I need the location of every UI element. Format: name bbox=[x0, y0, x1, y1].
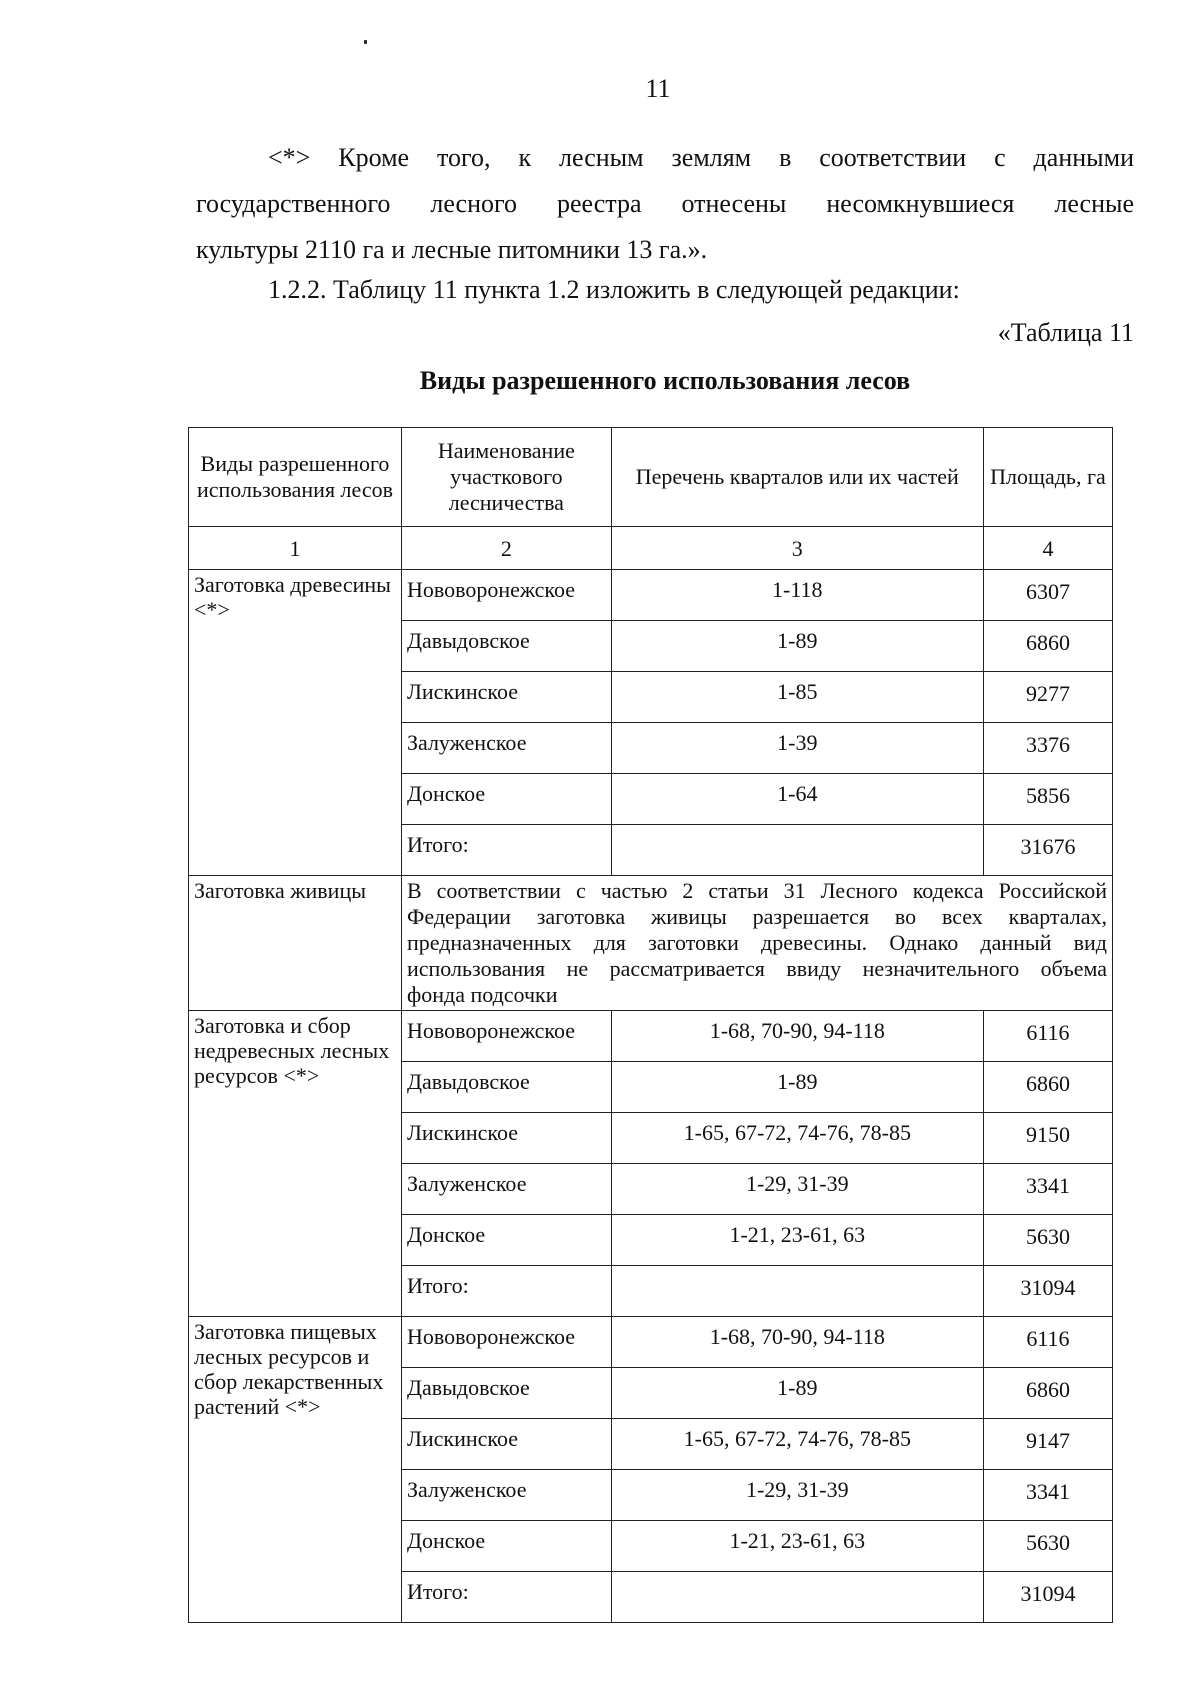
header-quarters-list: Перечень кварталов или их частей bbox=[611, 428, 983, 527]
quarters-cell: 1-85 bbox=[611, 672, 983, 723]
use-type-cell: Заготовка живицы bbox=[189, 876, 402, 1011]
quarters-cell: 1-89 bbox=[611, 621, 983, 672]
note-line: Федерации заготовка живицы разрешается во всех кварталах, bbox=[406, 904, 1107, 929]
quarters-cell: 1-64 bbox=[611, 774, 983, 825]
table-row bbox=[189, 570, 1113, 621]
quarters-cell: 1-21, 23-61, 63 bbox=[611, 1521, 983, 1572]
footnote-paragraph bbox=[196, 135, 1134, 273]
quarters-cell: 1-39 bbox=[611, 723, 983, 774]
total-label-cell: Итого: bbox=[401, 1572, 611, 1623]
area-cell: 6307 bbox=[983, 570, 1112, 621]
note-line: предназначенных для заготовки древесины. Однако данный вид bbox=[406, 930, 1107, 955]
use-type-cell: Заготовка древесины <*> bbox=[189, 570, 402, 876]
paragraph-line: <*> Кроме того, к лесным землям в соответствии с данными bbox=[268, 143, 1134, 172]
header-forestry-name: Наименование участкового лесничества bbox=[401, 428, 611, 527]
forestry-cell: Нововоронежское bbox=[401, 1011, 611, 1062]
header-use-type: Виды разрешенного использования лесов bbox=[189, 428, 402, 527]
area-cell: 3341 bbox=[983, 1470, 1112, 1521]
resin-note-cell bbox=[401, 876, 1112, 1011]
total-area-cell: 31676 bbox=[983, 825, 1112, 876]
page-number: 11 bbox=[645, 74, 671, 103]
quarters-cell bbox=[611, 1572, 983, 1623]
table-header-row bbox=[189, 428, 1113, 527]
forestry-cell: Донское bbox=[401, 1521, 611, 1572]
area-cell: 5630 bbox=[983, 1215, 1112, 1266]
quarters-cell: 1-65, 67-72, 74-76, 78-85 bbox=[611, 1113, 983, 1164]
note-line: фонда подсочки bbox=[406, 982, 558, 1007]
area-cell: 6860 bbox=[983, 1062, 1112, 1113]
forestry-cell: Донское bbox=[401, 1215, 611, 1266]
forestry-cell: Лискинское bbox=[401, 672, 611, 723]
table-caption: «Таблица 11 bbox=[997, 318, 1134, 347]
table-row bbox=[189, 1317, 1113, 1368]
quarters-cell: 1-21, 23-61, 63 bbox=[611, 1215, 983, 1266]
forest-use-table bbox=[188, 427, 1113, 1623]
forestry-cell: Нововоронежское bbox=[401, 1317, 611, 1368]
area-cell: 3341 bbox=[983, 1164, 1112, 1215]
column-number: 4 bbox=[983, 527, 1112, 570]
forestry-cell: Донское bbox=[401, 774, 611, 825]
quarters-cell: 1-68, 70-90, 94-118 bbox=[611, 1011, 983, 1062]
quarters-cell: 1-89 bbox=[611, 1062, 983, 1113]
area-cell: 9150 bbox=[983, 1113, 1112, 1164]
forestry-cell: Лискинское bbox=[401, 1419, 611, 1470]
amendment-paragraph: 1.2.2. Таблицу 11 пункта 1.2 изложить в следующей редакции: bbox=[268, 275, 960, 304]
table-row bbox=[189, 876, 1113, 1011]
total-label-cell: Итого: bbox=[401, 1266, 611, 1317]
area-cell: 9147 bbox=[983, 1419, 1112, 1470]
column-number: 3 bbox=[611, 527, 983, 570]
area-cell: 6116 bbox=[983, 1317, 1112, 1368]
quarters-cell: 1-29, 31-39 bbox=[611, 1164, 983, 1215]
area-cell: 6860 bbox=[983, 621, 1112, 672]
area-cell: 3376 bbox=[983, 723, 1112, 774]
total-area-cell: 31094 bbox=[983, 1266, 1112, 1317]
total-label-cell: Итого: bbox=[401, 825, 611, 876]
note-line: В соответствии с частью 2 статьи 31 Лесного кодекса Российской bbox=[406, 878, 1107, 903]
area-cell: 5856 bbox=[983, 774, 1112, 825]
quarters-cell: 1-89 bbox=[611, 1368, 983, 1419]
use-type-cell: Заготовка пищевых лесных ресурсов и сбор лекарственных растений <*> bbox=[189, 1317, 402, 1623]
area-cell: 6116 bbox=[983, 1011, 1112, 1062]
forestry-cell: Давыдовское bbox=[401, 1062, 611, 1113]
note-line: использования не рассматривается ввиду незначительного объема bbox=[406, 956, 1107, 981]
paragraph-line: государственного лесного реестра отнесены несомкнувшиеся лесные bbox=[196, 189, 1134, 218]
forestry-cell: Лискинское bbox=[401, 1113, 611, 1164]
use-type-cell: Заготовка и сбор недревесных лесных ресурсов <*> bbox=[189, 1011, 402, 1317]
forestry-cell: Залуженское bbox=[401, 1164, 611, 1215]
header-area: Площадь, га bbox=[983, 428, 1112, 527]
area-cell: 5630 bbox=[983, 1521, 1112, 1572]
column-number: 1 bbox=[189, 527, 402, 570]
column-number: 2 bbox=[401, 527, 611, 570]
total-area-cell: 31094 bbox=[983, 1572, 1112, 1623]
forestry-cell: Залуженское bbox=[401, 723, 611, 774]
forestry-cell: Давыдовское bbox=[401, 1368, 611, 1419]
quarters-cell: 1-118 bbox=[611, 570, 983, 621]
quarters-cell bbox=[611, 825, 983, 876]
quarters-cell bbox=[611, 1266, 983, 1317]
quarters-cell: 1-29, 31-39 bbox=[611, 1470, 983, 1521]
area-cell: 6860 bbox=[983, 1368, 1112, 1419]
paragraph-line: культуры 2110 га и лесные питомники 13 га.». bbox=[196, 235, 708, 264]
forestry-cell: Нововоронежское bbox=[401, 570, 611, 621]
table-row bbox=[189, 1011, 1113, 1062]
quarters-cell: 1-68, 70-90, 94-118 bbox=[611, 1317, 983, 1368]
forestry-cell: Давыдовское bbox=[401, 621, 611, 672]
forestry-cell: Залуженское bbox=[401, 1470, 611, 1521]
quarters-cell: 1-65, 67-72, 74-76, 78-85 bbox=[611, 1419, 983, 1470]
table-title: Виды разрешенного использования лесов bbox=[419, 366, 911, 395]
area-cell: 9277 bbox=[983, 672, 1112, 723]
column-number-row bbox=[189, 527, 1113, 570]
scan-speck bbox=[364, 40, 367, 44]
